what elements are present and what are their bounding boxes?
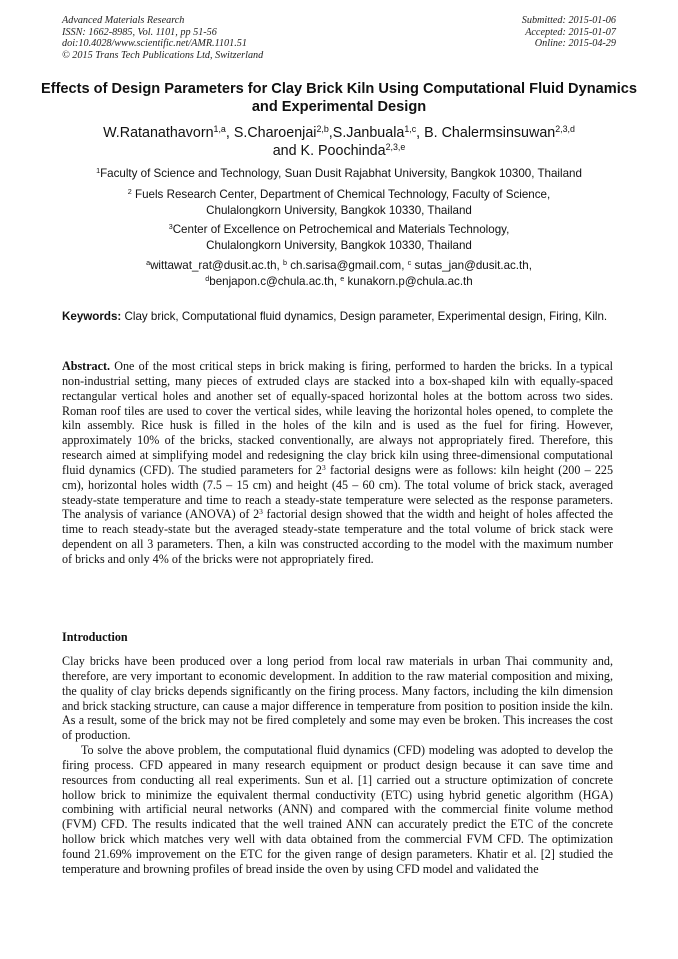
abstract: Abstract. One of the most critical steps in brick making is firing, performed to harden the bricks. In a typical non-industrial setting, many pieces of extruded clays are stacked into a box-shaped kiln with equally-spaced rectangular vertical holes and another set of equally-spaced horizontal holes at the bottom across two sides. Roman roof tiles are used to cover the vertical sides, while leaving the horizontal holes opened, to complete the kiln assembly. Rice husk is filled in the holes of the kiln and is used as the fuel for firing. However, approximately 10% of the bricks, stacked conventionally, are always not appropriately fired. Therefore, this research aimed at simplifying model and redesigning the clay brick kiln using three-dimensional computational fluid dynamics (CFD). The studied parameters for $2^3$ factorial designs were as follows: kiln height (200 – 225 cm), horizontal holes width (7.5 – 15 cm) and height (45 – 60 cm). The total volume of brick stack, averaged steady-state temperature and time to reach a steady-state temperature were selected as the response parameters. The analysis of variance (ANOVA) of $2^3$ factorial design showed that the width and height of holes affected the time to reach steady-state but the averaged steady-state temperature and the total volume of brick stack were dependent on all 3 parameters. Then, a kiln was constructed according to the model with the maximum number of bricks and only 4% of the bricks were not appropriately fired. [62,359,614,566]
online-date: Online: 2015-04-29 [534,38,616,50]
submission-dates [522,15,616,50]
email-e[interactable]: kunakorn.p@chula.ac.th [344,275,473,288]
author-sup: 1,a [213,124,226,135]
affiliation-1: $^1$Faculty of Science and Technology, Suan Dusit Rajabhat University, Bangkok 10300, Thailand [96,166,582,180]
journal-info [62,15,263,61]
author-sup: 2,3,e [385,142,406,153]
affiliation-2: $^2$ Fuels Research Center, Department of Chemical Technology, Faculty of Science, Chulalongkorn University, Bangkok 10330, Thailand [127,187,551,217]
intro-paragraph-2: To solve the above problem, the computational fluid dynamics (CFD) modeling was adopted to develop the firing process. CFD appeared in many research equipment or product design because it can save time and resources from conducting all real experiments. Sun et al. [1] carried out a structure optimization of concrete hollow brick to minimize the equivalent thermal conductivity (ETC) using hybrid genetic algorithm (HGA) combining with artificial neural networks (ANN) and compared with the commercial finite volume method (FVM) CFD. The results indicated that the well trained ANN can accurately predict the ETC of the concrete hollow brick which matches very well with data obtained from the commercial FVM CFD. The optimization found 21.69% improvement on the ETC for the given range of design parameters. Khatir et al. [2] studied the temperature and browning profiles of bread inside the oven by using CFD model and validated the [62,743,613,876]
abstract-label: Abstract. [62,359,111,373]
author-list: W.Ratanathavorn$^{1,a}$, S.Charoenjai$^{2,b}$,S.Janbuala$^{1,c}$, B. Chalermsinsuwan$^{2,3,d}$ and K. Poochinda$^{2,3,e}$ [103,124,575,159]
author-sup: 2,3,d [555,124,575,135]
keywords-label: Keywords: [62,310,122,323]
journal-copyright: © 2015 Trans Tech Publications Ltd, Switzerland [62,49,264,61]
email-c[interactable]: sutas_jan@dusit.ac.th, [411,259,532,272]
paper-title: Effects of Design Parameters for Clay Brick Kiln Using Computational Fluid Dynamics and Experimental Design [40,81,638,115]
email-a[interactable]: wittawat_rat@dusit.ac.th, [150,259,283,272]
author-name: W.Ratanathavorn [103,125,214,141]
journal-name: Advanced Materials Research [62,15,185,26]
author-sup: 2,b [316,124,329,135]
submitted-date: Submitted: 2015-01-06 [521,15,616,26]
journal-doi[interactable]: doi:10.4028/www.scientific.net/AMR.1101.51 [62,38,247,50]
keywords-text: Clay brick, Computational fluid dynamics, Design parameter, Experimental design, Firing, Kiln. [121,310,608,323]
email-d[interactable]: benjapon.c@chula.ac.th, [209,275,341,288]
email-list: $^a$wittawat_rat@dusit.ac.th, $^b$ ch.sarisa@gmail.com, $^c$ sutas_jan@dusit.ac.th, $^d$benjapon.c@chula.ac.th, $^e$ kunakorn.p@chula.ac.th [146,258,532,288]
introduction-body [62,654,613,877]
section-heading-introduction: Introduction [62,630,128,644]
affiliation-3: $^3$Center of Excellence on Petrochemical and Materials Technology, Chulalongkorn University, Bangkok 10330, Thailand [168,222,510,252]
keywords [62,309,612,325]
accepted-date: Accepted: 2015-01-07 [525,26,616,38]
intro-paragraph-1: Clay bricks have been produced over a long period from local raw materials in urban Thai community and, therefore, are very important to economic development. In addition to the raw material composition and mixing, the quality of clay bricks depends significantly on the firing process. Many factors, including the kiln dimension and brick stacking structure, can cause a major difference in temperature from position to position inside the kiln. As a result, some of the brick may not be fired completely and some may even be broken. This increases the cost of production. [62,654,613,743]
author-sup: 1,c [404,124,417,135]
email-b[interactable]: ch.sarisa@gmail.com, [286,259,408,272]
author-name: and K. Poochinda [272,143,386,159]
author-name: B. Chalermsinsuwan [424,125,556,141]
author-name: S.Janbuala [332,125,405,141]
journal-issn: ISSN: 1662-8985, Vol. 1101, pp 51-56 [62,26,217,38]
author-name: S.Charoenjai [233,125,317,141]
